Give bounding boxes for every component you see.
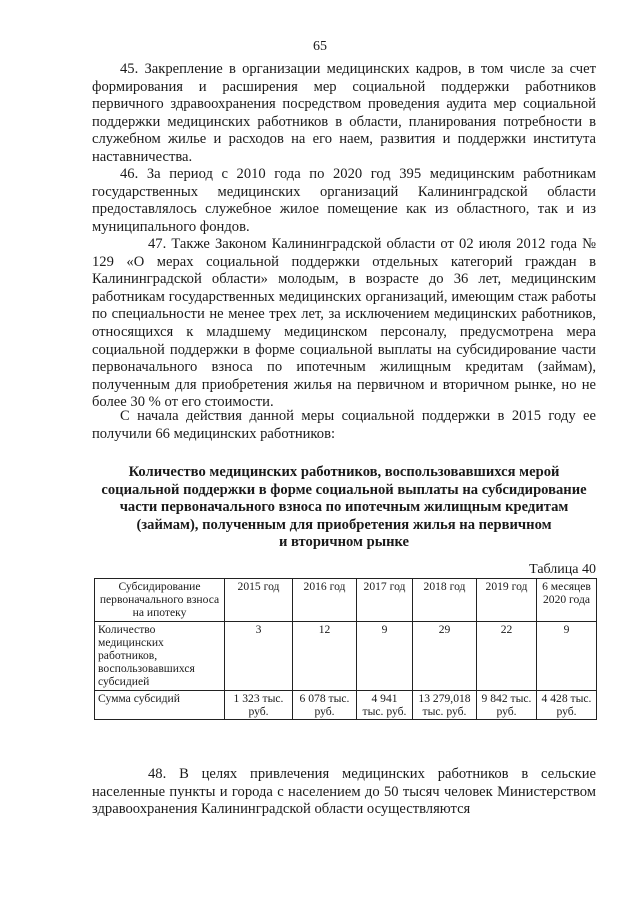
table-title-line: Количество медицинских работников, воспользовавшихся мерой <box>128 464 560 480</box>
paragraph-45-text: 45. Закрепление в организации медицинских кадров, в том числе за счет формирования и расширения мер социальной поддержки работников первичного здравоохранения посредством проведения аудита мер социальной поддержки медицинских работников в области, планирования потребности в служебном жилье и расходов на его наем, развития и поддержки института наставничества. <box>92 61 596 165</box>
table-cell: 4 941 тыс. руб. <box>357 690 413 719</box>
paragraph-47-text: 47. Также Законом Калининградской области от 02 июля 2012 года № 129 «О мерах социальной поддержки отдельных категорий граждан в Калининградской области» молодым, в возрасте до 36 лет, медицинским работникам государственных медицинских организаций, имеющим стаж работы по специальности не менее трех лет, за исключением медицинских работников, относящихся к младшему медицинском персоналу, предусмотрена мера социальной поддержки в форме социальной выплаты на субсидирование части первоначального взноса по ипотечным жилищным кредитам (займам), полученным для приобретения жилья на первичном и вторичном рынке, но не более 30 % от его стоимости. <box>92 236 596 411</box>
table-header-cell: 2018 год <box>413 579 477 622</box>
table-header-cell: 2019 год <box>477 579 537 622</box>
table-cell: 6 078 тыс. руб. <box>293 690 357 719</box>
table-cell: 3 <box>225 621 293 690</box>
paragraph-46 <box>92 166 596 236</box>
table-header-cell: 6 месяцев 2020 года <box>537 579 597 622</box>
table-row-label: Сумма субсидий <box>95 690 225 719</box>
table-title-line: части первоначального взноса по ипотечным жилищным кредитам <box>119 499 569 516</box>
table-header-cell: 2015 год <box>225 579 293 622</box>
table-cell: 12 <box>293 621 357 690</box>
table-title-line: и вторичном рынке <box>278 534 410 551</box>
table-cell: 4 428 тыс. руб. <box>537 690 597 719</box>
page-number: 65 <box>313 39 327 54</box>
paragraph-47 <box>92 236 596 412</box>
table-title-line: социальной поддержки в форме социальной выплаты на субсидирование <box>101 481 587 498</box>
table-cell: 9 <box>357 621 413 690</box>
table-cell: 22 <box>477 621 537 690</box>
table-header-cell: 2017 год <box>357 579 413 622</box>
table-cell: 13 279,018 тыс. руб. <box>413 690 477 719</box>
table-header-cell: 2016 год <box>293 579 357 622</box>
subsidy-table <box>94 578 597 720</box>
table-header-row <box>95 579 597 622</box>
table-title <box>92 464 596 552</box>
table-header-cell: Субсидирование первоначального взноса на ипотеку <box>95 579 225 622</box>
paragraph-45 <box>92 61 596 167</box>
table-cell: 9 <box>537 621 597 690</box>
paragraph-48-text: 48. В целях привлечения медицинских работников в сельские населенные пункты и города с населением до 50 тысяч человек Министерством здравоохранения Калининградской области осуществляются <box>92 766 596 818</box>
table-cell: 29 <box>413 621 477 690</box>
table-row <box>95 621 597 690</box>
table-row-label: Количество медицинских работников, воспользовавшихся субсидией <box>95 621 225 690</box>
paragraph-47-continued <box>92 408 596 443</box>
table-cell: 1 323 тыс. руб. <box>225 690 293 719</box>
table-cell: 9 842 тыс. руб. <box>477 690 537 719</box>
table-title-line: (займам), полученным для приобретения жилья на первичном <box>136 516 552 533</box>
paragraph-46-text: 46. За период с 2010 года по 2020 год 395 медицинским работникам государственных медицинских организаций Калининградской области предоставлялось служебное жилое помещение как из областного, так и из муниципального фондов. <box>92 166 596 235</box>
paragraph-48 <box>92 766 596 819</box>
table-caption: Таблица 40 <box>529 562 596 577</box>
table-row <box>95 690 597 719</box>
paragraph-47-continued-text: С начала действия данной меры социальной поддержки в 2015 году ее получили 66 медицинских работников: <box>92 408 596 442</box>
